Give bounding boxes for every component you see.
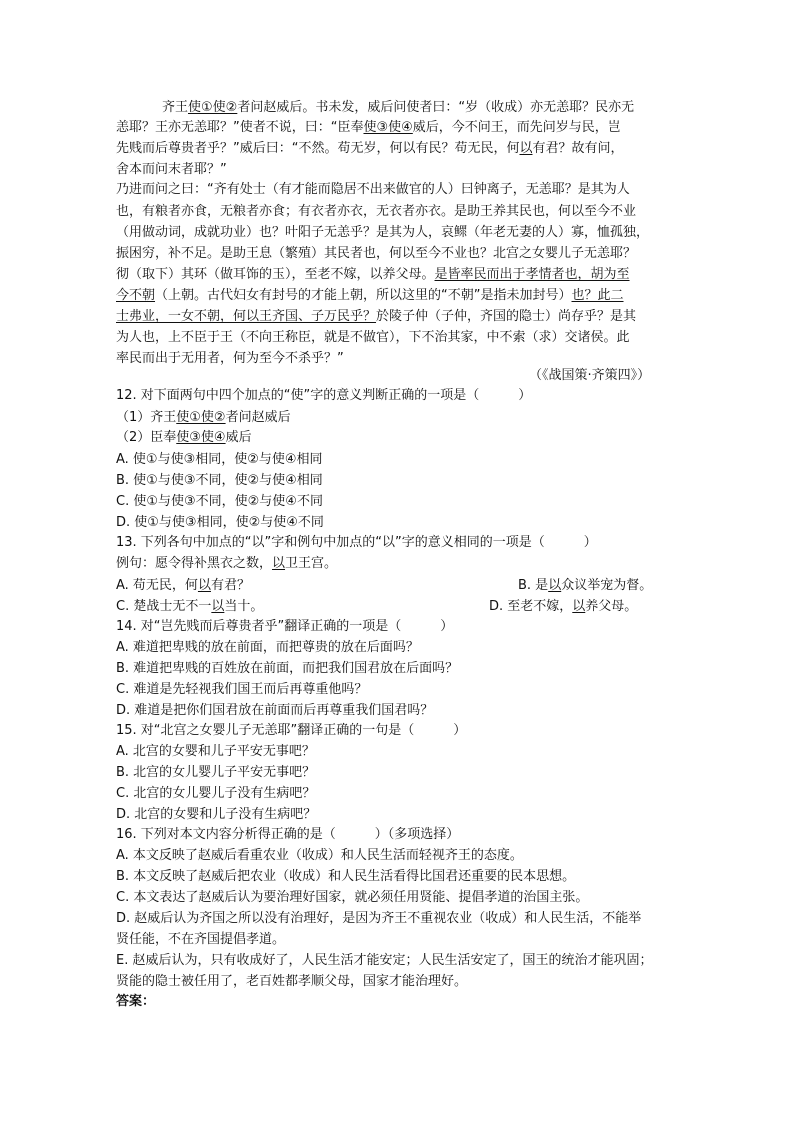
text-run: 者问赵威后 [225, 410, 291, 425]
q14-option-a: A. 难道把卑贱的放在前面，而把尊贵的放在后面吗？ [116, 640, 419, 655]
text-run: C. 楚战士无不一 [116, 599, 212, 614]
q13-option-c [116, 597, 263, 617]
q16-option-b: B. 本文反映了赵威后把农业（收成）和人民生活看得比国君还重要的民本思想。 [116, 869, 576, 884]
passage-line [116, 265, 630, 285]
passage-line [116, 349, 344, 369]
q15-option-a: A. 北宫的女婴和儿子平安无事吧？ [116, 744, 315, 759]
q12-option-a: A. 使①与使③相同，使②与使④相同 [116, 452, 323, 467]
q15-option-d: D. 北宫的女婴和儿子没有生病吧？ [116, 807, 317, 822]
q12-option-d: D. 使①与使③相同，使②与使④不同 [116, 515, 324, 530]
text-run: 有君？ [210, 578, 250, 593]
underlined-text: 以 [519, 141, 533, 156]
passage-line [162, 98, 634, 118]
q15-stem: 15. 对“北宫之女婴儿子无恙耶”翻译正确的一句是（ ） [116, 723, 467, 738]
text-run: 例句：愿令得补黑衣之数， [116, 556, 273, 571]
underlined-text: 今不朝 [116, 288, 156, 303]
text-run: 舍本而问末者耶？” [116, 162, 227, 177]
q14-option-b: B. 难道把卑贱的百姓放在前面，而把我们国君放在后面吗？ [116, 661, 459, 676]
text-run: 乃进而问之曰：“齐有处士（有才能而隐居不出来做官的人）曰钟离子，无恙耶？是其为人 [116, 182, 630, 197]
q12-sentence-1 [116, 408, 291, 428]
text-run: 齐王 [162, 100, 189, 115]
text-run: 率民而出于无用者，何为至今不杀乎？” [116, 351, 344, 366]
text-run: （2）臣奉 [116, 430, 177, 445]
underlined-text: 以 [197, 578, 211, 593]
underlined-text: 也？此二 [571, 288, 624, 303]
passage-line [116, 223, 649, 243]
passage-line [116, 307, 636, 327]
text-run: 威后 [225, 430, 252, 445]
text-run: （用做动词，成就功业）也？叶阳子无恙乎？是其为人，哀鳏（年老无妻的人）寡，恤孤独， [116, 225, 650, 240]
q16-option-d: D. 赵威后认为齐国之所以没有治理好，是因为齐王不重视农业（收成）和人民生活，不能举 [116, 911, 642, 926]
text-run: B. 是 [518, 578, 549, 593]
passage-source: （《战国策·齐策四》） [529, 368, 651, 383]
underlined-text: 使①使② [176, 410, 226, 425]
q16-stem: 16. 下列对本文内容分析得正确的是（ ）（多项选择） [116, 827, 460, 842]
passage-line [116, 328, 630, 348]
underlined-text: 以 [572, 599, 586, 614]
underlined-text: 使③使④ [176, 430, 226, 445]
text-run: 为人也，上不臣于王（不向王称臣，就是不做官），下不治其家，中不索（求）交诸侯。此 [116, 330, 630, 345]
q16-option-d-cont: 贤任能，不在齐国提倡孝道。 [116, 932, 286, 947]
text-run: 彻（取下）其环（做耳饰的玉），至老不嫁，以养父母。 [116, 267, 435, 282]
answer-label: 答案： [116, 994, 156, 1009]
text-run: （上朝。古代妇女有封号的才能上朝，所以这里的“不朝”是指未加封号） [155, 288, 572, 303]
q15-option-c: C. 北宫的女儿婴儿子没有生病吧？ [116, 786, 316, 801]
q13-option-b [518, 576, 652, 596]
q12-sentence-2 [116, 428, 252, 448]
text-run: 众议举宠为督。 [561, 578, 653, 593]
q16-option-a: A. 本文反映了赵威后看重农业（收成）和人民生活而轻视齐王的态度。 [116, 848, 523, 863]
underlined-text: 是皆率民而出于孝情者也，胡为至 [434, 267, 630, 282]
q16-option-e-cont: 贤能的隐士被任用了，老百姓都孝顺父母，国家才能治理好。 [116, 974, 468, 989]
text-run: 养父母。 [585, 599, 638, 614]
q16-option-c: C. 本文表达了赵威后认为要治理好国家，就必须任用贤能、提倡孝道的治国主张。 [116, 890, 589, 905]
underlined-text: 以 [272, 556, 286, 571]
underlined-text: 使①使② [188, 100, 238, 115]
passage-line [116, 160, 227, 180]
text-run: A. 苟无民，何 [116, 578, 198, 593]
text-run: 有君？故有问， [532, 141, 624, 156]
q12-stem: 12. 对下面两句中四个加点的“使”字的意义判断正确的一项是（ ） [116, 388, 532, 403]
q13-option-a [116, 576, 250, 596]
text-run: 当十。 [224, 599, 264, 614]
underlined-text: 以 [211, 599, 225, 614]
passage-line [116, 286, 624, 306]
text-run: 於陵子仲（子仲，齐国的隐士）尚存乎？是其 [376, 309, 637, 324]
q14-option-c: C. 难道是先轻视我们国王而后再尊重他吗？ [116, 682, 368, 697]
text-run: 也，有粮者亦食，无粮者亦食；有衣者亦衣，无衣者亦衣。是助王养其民也，何以至今不业 [116, 204, 637, 219]
passage-line [116, 202, 636, 222]
underlined-text: 以 [548, 578, 562, 593]
q16-option-e: E. 赵威后认为，只有收成好了，人民生活才能安定；人民生活安定了，国王的统治才能巩固； [116, 953, 653, 968]
q12-option-c: C. 使①与使③不同，使②与使④不同 [116, 494, 323, 509]
text-run: 先贱而后尊贵者乎？”威后曰：“不然。苟无岁，何以有民？苟无民，何 [116, 141, 520, 156]
q13-stem: 13. 下列各句中加点的“以”字和例句中加点的“以”字的意义相同的一项是（ ） [116, 535, 597, 550]
text-run: 恙耶？王亦无恙耶？”使者不说，曰：“臣奉 [116, 120, 364, 135]
q14-stem: 14. 对“岂先贱而后尊贵者乎”翻译正确的一项是（ ） [116, 619, 454, 634]
text-run: 卫王宫。 [285, 556, 338, 571]
underlined-text: 使③使④ [363, 120, 413, 135]
q13-example [116, 554, 337, 574]
q12-option-b: B. 使①与使③不同，使②与使④相同 [116, 473, 323, 488]
q13-option-d [489, 597, 637, 617]
passage-line [116, 244, 636, 264]
text-run: （1）齐王 [116, 410, 177, 425]
text-run: 振困穷，补不足。是助王息（繁殖）其民者也，何以至今不业也？北宫之女婴儿子无恙耶？ [116, 246, 637, 261]
q14-option-d: D. 难道是把你们国君放在前面而后再尊重我们国君吗？ [116, 703, 434, 718]
text-run: 者问赵威后。书未发，威后问使者曰：“岁（收成）亦无恙耶？民亦无 [237, 100, 635, 115]
underlined-text: 士弗业，一女不朝，何以王齐国、子万民乎？ [116, 309, 377, 324]
q15-option-b: B. 北宫的女儿婴儿子平安无事吧？ [116, 765, 316, 780]
text-run: 威后，今不问王，而先问岁与民，岂 [412, 120, 621, 135]
passage-line [116, 180, 630, 200]
passage-line [116, 139, 624, 159]
text-run: D. 至老不嫁， [489, 599, 573, 614]
passage-line [116, 118, 621, 138]
